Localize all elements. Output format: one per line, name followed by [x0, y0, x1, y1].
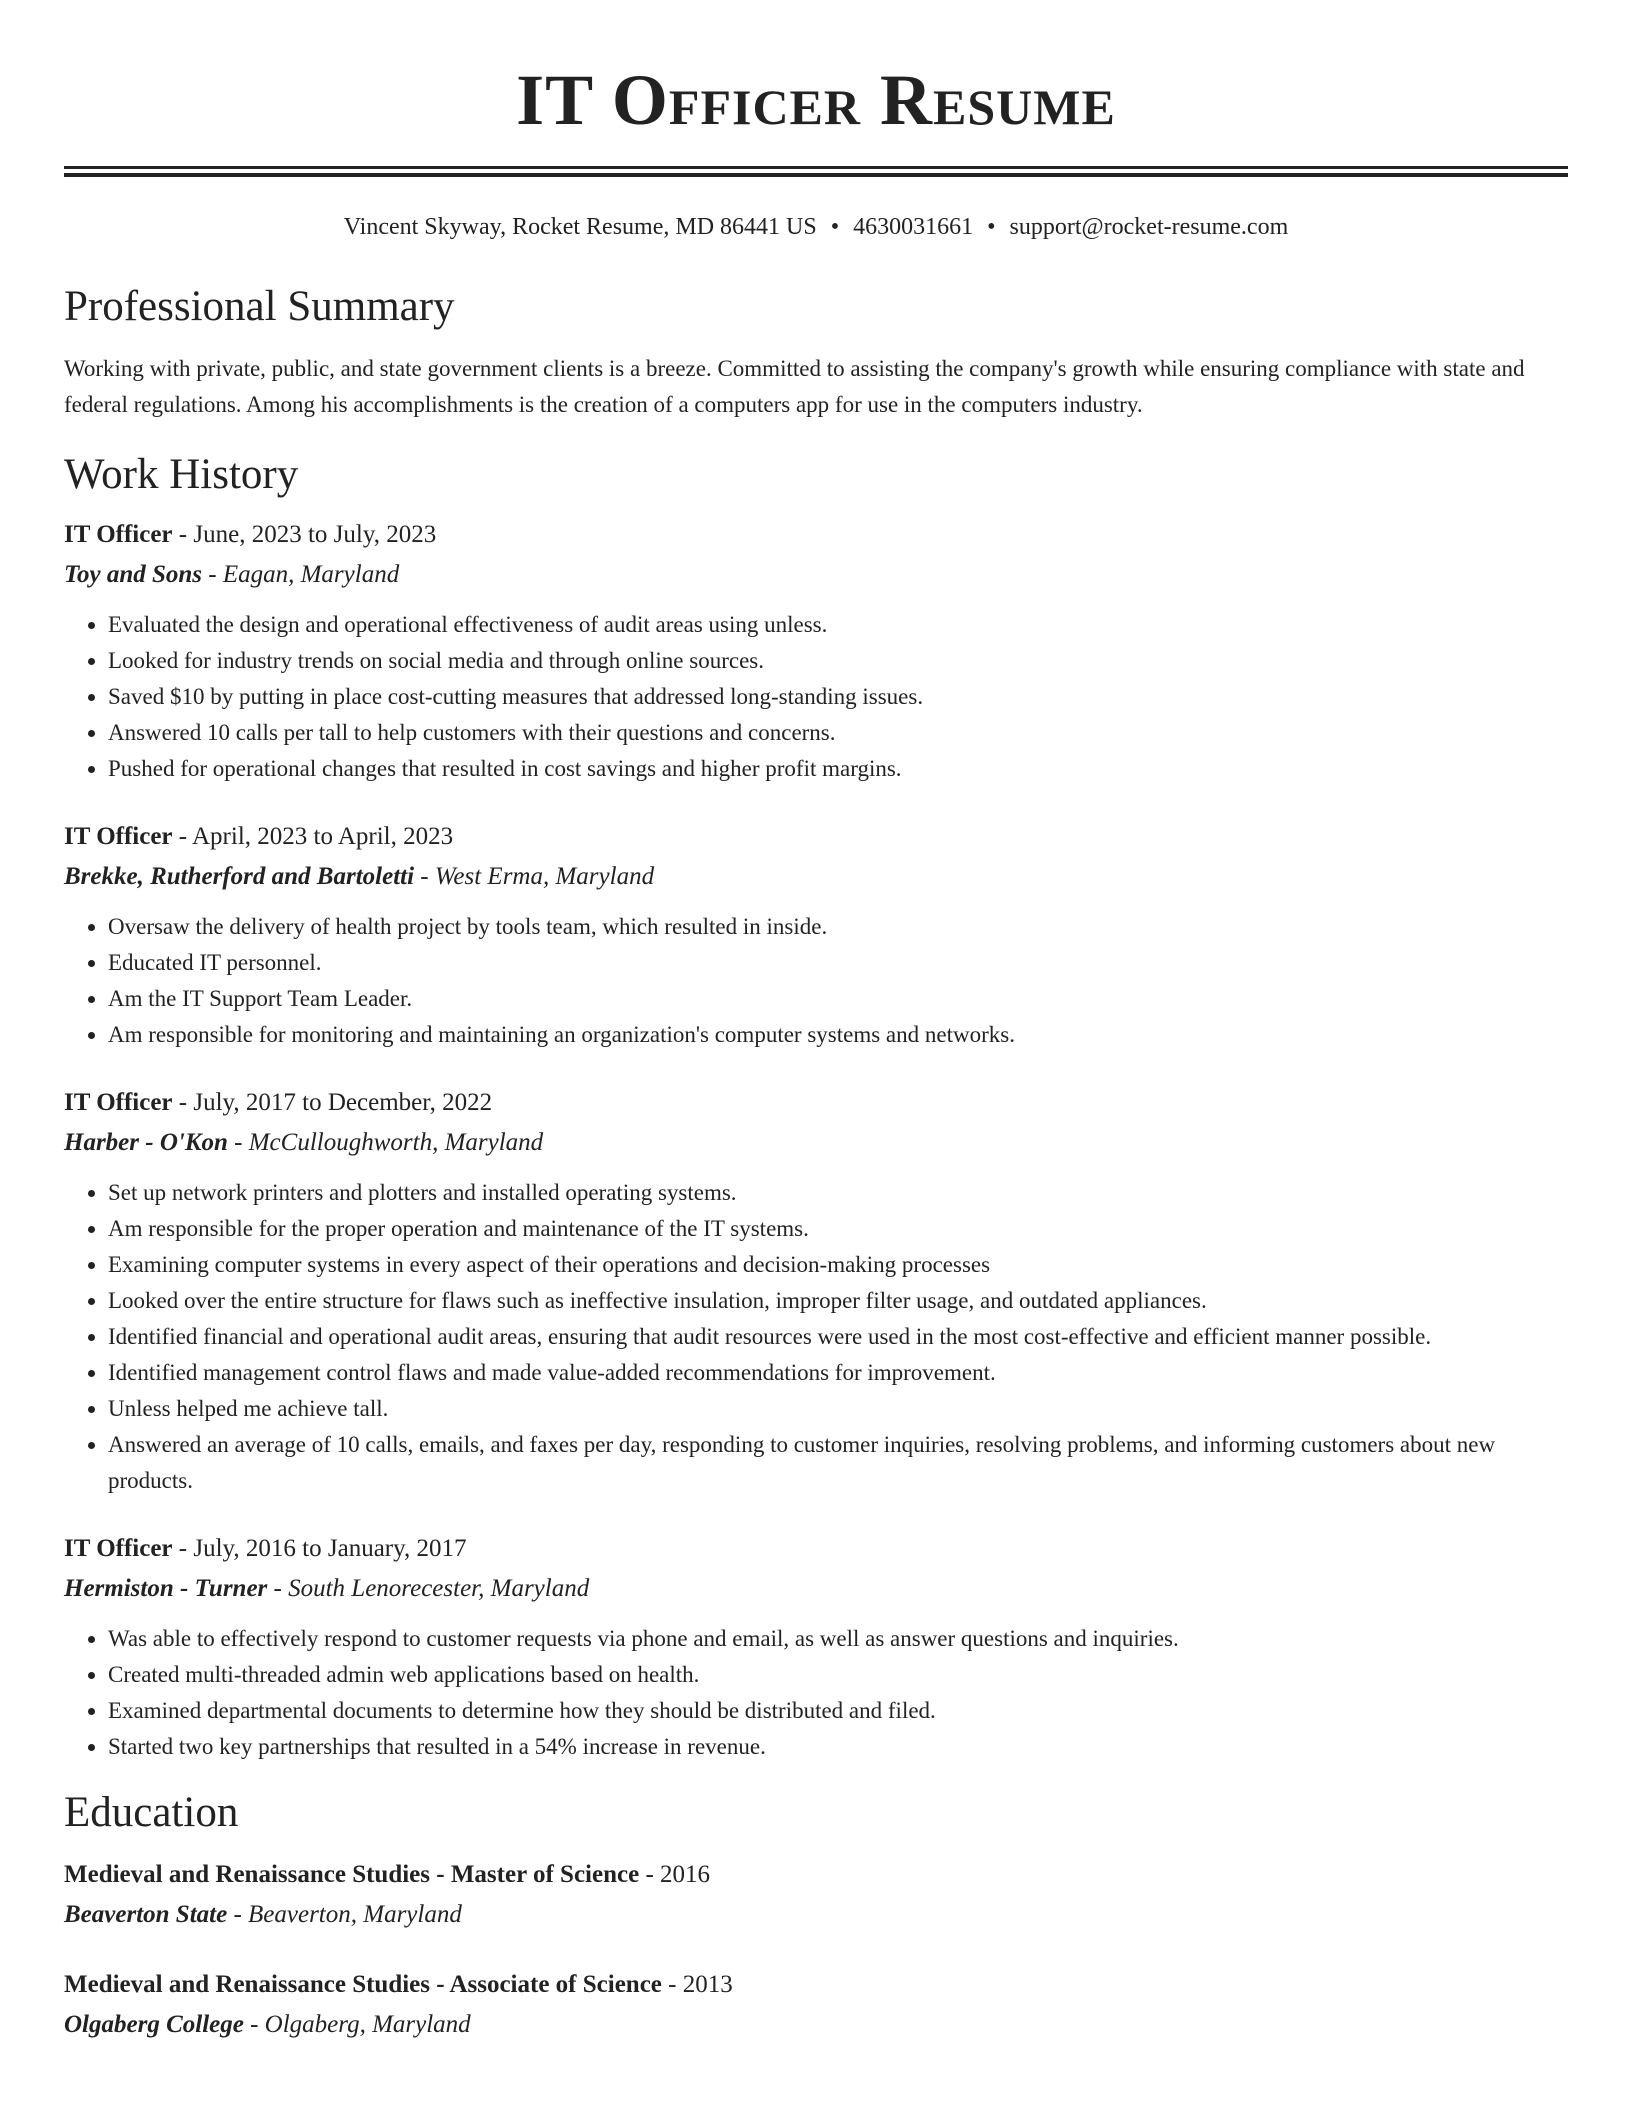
job-title: IT Officer — [64, 823, 173, 850]
job-bullets — [64, 1175, 1568, 1499]
contact-separator: • — [987, 214, 996, 240]
resume-title: IT Officer Resume — [516, 60, 1116, 140]
school-line — [64, 2007, 1568, 2043]
job-bullet: • Looked over the entire structure for flaws such as ineffective insulation, improper filter usage, and outdated appliances. — [108, 1283, 1568, 1319]
contact-address: Vincent Skyway, Rocket Resume, MD 86441 US — [343, 214, 817, 240]
summary-section — [64, 281, 1568, 423]
degree-name: Medieval and Renaissance Studies - Associate of Science — [64, 1971, 662, 1998]
job-entry — [64, 1085, 1568, 1499]
job-dates: - July, 2017 to December, 2022 — [172, 1089, 493, 1116]
job-bullet: • Am responsible for the proper operation and maintenance of the IT systems. — [108, 1211, 1568, 1247]
title-divider — [64, 166, 1568, 177]
work-history-heading: Work History — [64, 451, 299, 498]
job-title: IT Officer — [64, 1089, 173, 1116]
job-bullet: • Pushed for operational changes that resulted in cost savings and higher profit margins. — [108, 751, 1568, 787]
job-bullet: • Identified management control flaws and made value-added recommendations for improvement. — [108, 1355, 1568, 1391]
job-bullets — [64, 607, 1568, 787]
job-company-line — [64, 557, 1568, 593]
job-company: Brekke, Rutherford and Bartoletti — [64, 863, 415, 890]
job-location: - Eagan, Maryland — [202, 561, 400, 588]
job-bullet: • Unless helped me achieve tall. — [108, 1391, 1568, 1427]
job-company-line — [64, 1571, 1568, 1607]
job-location: - West Erma, Maryland — [414, 863, 655, 890]
job-bullets — [64, 909, 1568, 1053]
school-line — [64, 1897, 1568, 1933]
job-title-line — [64, 517, 1568, 553]
job-company: Toy and Sons — [64, 561, 203, 588]
education-section — [64, 1787, 1568, 2043]
job-bullet: • Started two key partnerships that resulted in a 54% increase in revenue. — [108, 1729, 1568, 1765]
education-entry — [64, 1857, 1568, 1933]
job-bullets — [64, 1621, 1568, 1765]
job-bullet: • Examined departmental documents to determine how they should be distributed and filed. — [108, 1693, 1568, 1729]
degree-year: - 2013 — [661, 1971, 733, 1998]
job-bullet: • Looked for industry trends on social media and through online sources. — [108, 643, 1568, 679]
school-location: - Olgaberg, Maryland — [243, 2011, 471, 2038]
job-title: IT Officer — [64, 1535, 173, 1562]
job-bullet: • Am responsible for monitoring and maintaining an organization's computer systems and networks. — [108, 1017, 1568, 1053]
job-location: - McCulloughworth, Maryland — [227, 1129, 544, 1156]
degree-line — [64, 1967, 1568, 2003]
job-company-line — [64, 859, 1568, 895]
job-bullet: • Saved $10 by putting in place cost-cutting measures that addressed long-standing issues. — [108, 679, 1568, 715]
summary-text: Working with private, public, and state government clients is a breeze. Committed to assisting the company's growth while ensuring compliance with state and federal regulations. Among his accomplishments is the creation of a computers app for use in the computers industry. — [64, 356, 1525, 417]
job-bullet: • Answered an average of 10 calls, emails, and faxes per day, responding to customer inquiries, resolving problems, and informing customers about new products. — [108, 1427, 1568, 1499]
job-company: Hermiston - Turner — [64, 1575, 268, 1602]
contact-email: support@rocket-resume.com — [1009, 214, 1289, 240]
contact-phone: 4630031661 — [853, 214, 974, 240]
education-heading: Education — [64, 1789, 239, 1836]
work-history-section — [64, 449, 1568, 1765]
job-title-line — [64, 1085, 1568, 1121]
job-bullet: • Examining computer systems in every aspect of their operations and decision-making processes — [108, 1247, 1568, 1283]
school-name: Olgaberg College — [64, 2011, 244, 2038]
education-entry — [64, 1967, 1568, 2043]
job-bullet: • Oversaw the delivery of health project by tools team, which resulted in inside. — [108, 909, 1568, 945]
degree-name: Medieval and Renaissance Studies - Master of Science — [64, 1861, 640, 1888]
job-bullet: • Am the IT Support Team Leader. — [108, 981, 1568, 1017]
job-dates: - April, 2023 to April, 2023 — [172, 823, 454, 850]
job-bullet: • Set up network printers and plotters and installed operating systems. — [108, 1175, 1568, 1211]
job-company-line — [64, 1125, 1568, 1161]
job-bullet: • Created multi-threaded admin web applications based on health. — [108, 1657, 1568, 1693]
job-entry — [64, 1531, 1568, 1765]
degree-line — [64, 1857, 1568, 1893]
job-bullet: • Educated IT personnel. — [108, 945, 1568, 981]
job-bullet: • Evaluated the design and operational effectiveness of audit areas using unless. — [108, 607, 1568, 643]
job-dates: - July, 2016 to January, 2017 — [172, 1535, 467, 1562]
job-bullet: • Identified financial and operational audit areas, ensuring that audit resources were used in the most cost-effective and efficient manner possible. — [108, 1319, 1568, 1355]
job-company: Harber - O'Kon — [64, 1129, 228, 1156]
job-entry — [64, 819, 1568, 1053]
school-location: - Beaverton, Maryland — [227, 1901, 462, 1928]
job-title-line — [64, 1531, 1568, 1567]
job-title: IT Officer — [64, 521, 173, 548]
job-bullet: • Was able to effectively respond to customer requests via phone and email, as well as answer questions and inquiries. — [108, 1621, 1568, 1657]
contact-line — [64, 211, 1568, 243]
degree-year: - 2016 — [639, 1861, 711, 1888]
job-bullet: • Answered 10 calls per tall to help customers with their questions and concerns. — [108, 715, 1568, 751]
summary-heading: Professional Summary — [64, 283, 455, 330]
job-title-line — [64, 819, 1568, 855]
job-location: - South Lenorecester, Maryland — [267, 1575, 590, 1602]
contact-separator: • — [830, 214, 840, 240]
job-dates: - June, 2023 to July, 2023 — [172, 521, 437, 548]
job-entry — [64, 517, 1568, 787]
school-name: Beaverton State — [64, 1901, 228, 1928]
